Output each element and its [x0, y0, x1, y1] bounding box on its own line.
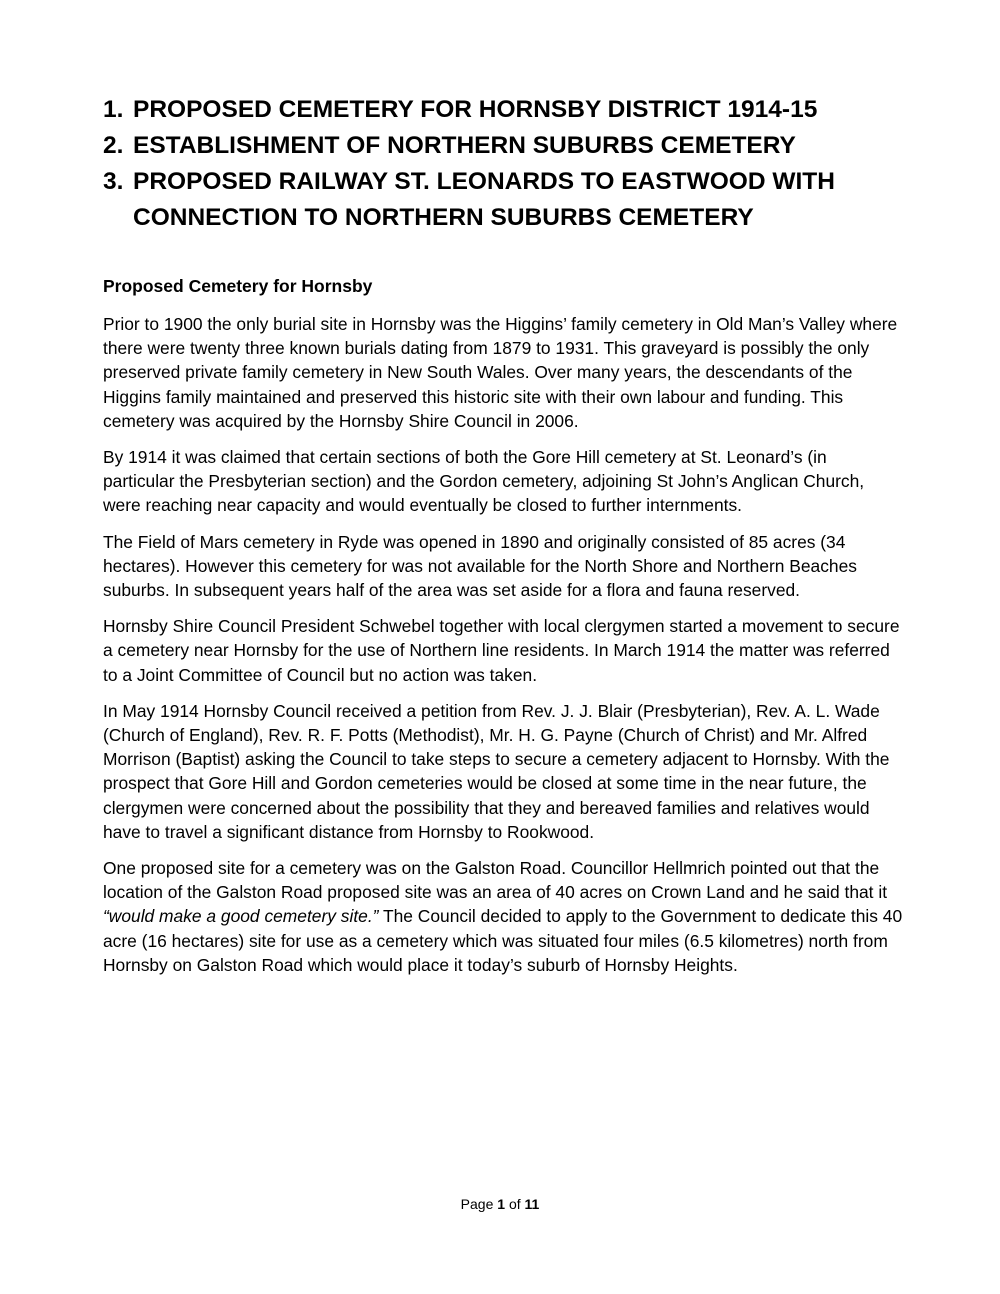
paragraph-text: One proposed site for a cemetery was on the Galston Road. Councillor Hellmrich pointed out that the location of the Galston Road proposed site was an area of 40 acres on Crown Land and he said that it — [103, 858, 888, 903]
document-headings — [103, 92, 923, 236]
paragraph-with-quote — [103, 856, 903, 977]
page-word: Page — [460, 1196, 494, 1212]
body-text — [103, 312, 903, 989]
heading-item — [103, 92, 923, 128]
paragraph: The Field of Mars cemetery in Ryde was opened in 1890 and originally consisted of 85 acres (34 hectares). However this cemetery for was not available for the North Shore and Northern Beaches suburbs. In subsequent years half of the area was set aside for a flora and fauna reserved. — [103, 531, 857, 601]
heading-number: 1. — [103, 96, 124, 123]
heading-text: PROPOSED RAILWAY ST. LEONARDS TO EASTWOOD WITH CONNECTION TO NORTHERN SUBURBS CEMETERY — [133, 168, 835, 231]
heading-text: ESTABLISHMENT OF NORTHERN SUBURBS CEMETERY — [133, 132, 796, 159]
paragraph: Prior to 1900 the only burial site in Hornsby was the Higgins’ family cemetery in Old Man’s Valley where there were twenty three known burials dating from 1879 to 1931. This graveyard is possibly the only preserved private family cemetery in New South Wales. Over many years, the descendants of the Higgins family maintained and preserved this historic site with their own labour and funding. This cemetery was acquired by the Hornsby Shire Council in 2006. — [103, 314, 898, 431]
heading-number: 2. — [103, 132, 124, 159]
paragraph: In May 1914 Hornsby Council received a petition from Rev. J. J. Blair (Presbyterian), Rev. A. L. Wade (Church of England), Rev. R. F. Potts (Methodist), Mr. H. G. Payne (Church of Christ) and Mr. Alfred Morrison (Baptist) asking the Council to take steps to secure a cemetery adjacent to Hornsby. With the prospect that Gore Hill and Gordon cemeteries would be closed at some time in the near future, the clergymen were concerned about the possibility that they and bereaved families and relatives would have to travel a significant distance from Hornsby to Rookwood. — [103, 700, 890, 842]
paragraph: Hornsby Shire Council President Schwebel together with local clergymen started a movement to secure a cemetery near Hornsby for the use of Northern line residents. In March 1914 the matter was referred to a Joint Committee of Council but no action was taken. — [103, 616, 900, 685]
paragraph-text: The Council decided to apply to the Government to dedicate this 40 acre (16 hectares) site for use as a cemetery which was situated four miles (6.5 kilometres) north from Hornsby on Galston Road which would place it today’s suburb of Hornsby Heights. — [103, 906, 903, 975]
current-page-number: 1 — [497, 1196, 506, 1212]
quoted-text: “would make a good cemetery site.” — [103, 906, 379, 927]
heading-item — [103, 164, 923, 236]
section-title: Proposed Cemetery for Hornsby — [103, 276, 373, 296]
paragraph: By 1914 it was claimed that certain sections of both the Gore Hill cemetery at St. Leonard’s (in particular the Presbyterian section) and the Gordon cemetery, adjoining St John’s Anglican Church, were reaching near capacity and would eventually be closed to further internments. — [103, 447, 865, 516]
of-word: of — [508, 1196, 521, 1212]
heading-item — [103, 128, 923, 164]
heading-text: PROPOSED CEMETERY FOR HORNSBY DISTRICT 1914-15 — [133, 96, 818, 123]
page-footer — [0, 1195, 1000, 1213]
total-pages-number: 11 — [524, 1196, 540, 1212]
heading-number: 3. — [103, 168, 124, 195]
